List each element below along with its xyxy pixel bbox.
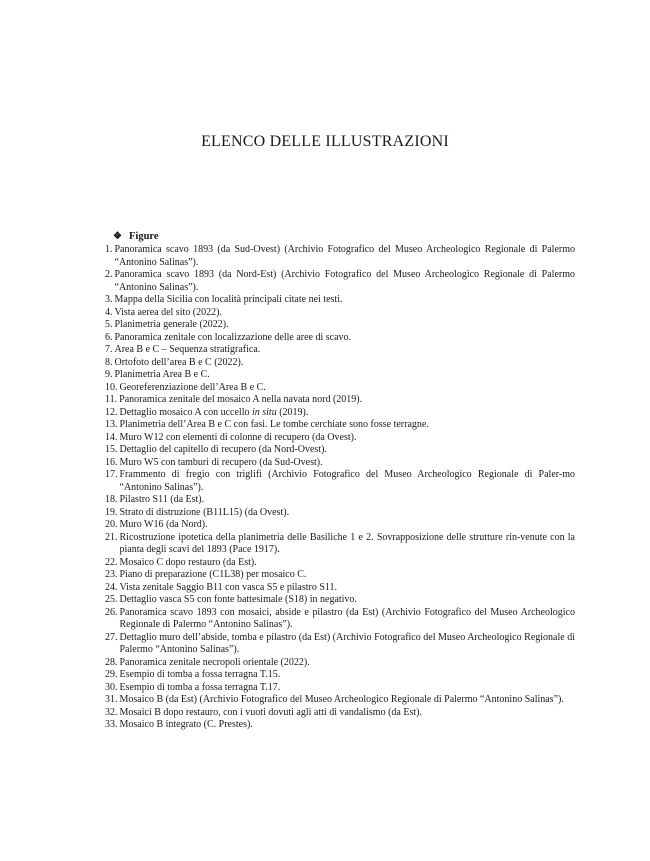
figure-number: 27. xyxy=(105,631,118,643)
list-item xyxy=(105,519,575,532)
figure-number: 19. xyxy=(105,506,118,518)
figure-caption: Mosaici B dopo restauro, con i vuoti dovuti agli atti di vandalismo (da Est). xyxy=(119,706,422,718)
figure-number: 21. xyxy=(105,531,118,543)
figure-number: 33. xyxy=(105,719,118,730)
list-item xyxy=(105,719,575,732)
list-item xyxy=(105,357,575,370)
list-item xyxy=(105,632,575,657)
section-header xyxy=(105,230,575,244)
figure-caption: Muro W5 con tamburi di recupero (da Sud-Ovest). xyxy=(119,456,323,468)
figure-caption: Panoramica zenitale del mosaico A nella navata nord (2019). xyxy=(119,394,363,405)
list-item xyxy=(105,369,575,382)
figure-number: 15. xyxy=(105,444,118,455)
figure-number: 17. xyxy=(105,469,118,480)
figure-number: 16. xyxy=(105,456,118,468)
list-item xyxy=(105,707,575,720)
figure-number: 20. xyxy=(105,519,118,530)
list-item xyxy=(105,532,575,557)
list-item xyxy=(105,569,575,582)
figure-caption: Muro W12 con elementi di colonne di recupero (da Ovest). xyxy=(119,431,357,443)
figure-number: 23. xyxy=(105,569,118,580)
figure-number: 8. xyxy=(105,356,113,368)
list-item xyxy=(105,294,575,307)
list-item xyxy=(105,694,575,707)
list-item xyxy=(105,682,575,695)
figure-caption: Pilastro S11 (da Est). xyxy=(119,494,205,505)
figure-caption: Muro W16 (da Nord). xyxy=(119,519,208,530)
list-item xyxy=(105,269,575,294)
figure-caption: Piano di preparazione (C1L38) per mosaico C. xyxy=(119,569,307,580)
figure-caption: Area B e C – Sequenza stratigrafica. xyxy=(114,344,261,355)
figure-number: 2. xyxy=(105,269,113,280)
list-item xyxy=(105,494,575,507)
figure-number: 1. xyxy=(105,244,113,255)
figure-caption: Dettaglio del capitello di recupero (da Nord-Ovest). xyxy=(119,444,327,455)
figure-number: 26. xyxy=(105,606,118,618)
figure-caption: Vista aerea del sito (2022). xyxy=(114,306,222,318)
list-item xyxy=(105,669,575,682)
figure-number: 22. xyxy=(105,556,118,568)
list-item xyxy=(105,319,575,332)
list-item xyxy=(105,607,575,632)
figure-caption: Panoramica scavo 1893 con mosaici, abside e pilastro (da Est) (Archivio Fotografico del Museo Archeologico Regionale di Palermo “Antonino Salinas”). xyxy=(119,606,575,630)
figure-number: 25. xyxy=(105,594,118,605)
figure-caption: Planimetria dell’Area B e C con fasi. Le tombe cerchiate sono fosse terragne. xyxy=(119,419,429,430)
figure-caption: Mosaico C dopo restauro (da Est). xyxy=(119,556,257,568)
list-item xyxy=(105,557,575,570)
figure-number: 24. xyxy=(105,581,118,593)
figure-caption: Esempio di tomba a fossa terragna T.15. xyxy=(119,669,281,680)
figure-caption: Mappa della Sicilia con località principali citate nei testi. xyxy=(114,294,343,305)
figure-number: 7. xyxy=(105,344,113,355)
figure-caption: Mosaico B integrato (C. Prestes). xyxy=(119,719,253,730)
figure-number: 28. xyxy=(105,656,118,668)
figure-caption: Dettaglio vasca S5 con fonte battesimale (S18) in negativo. xyxy=(119,594,357,605)
figure-caption: Dettaglio muro dell’abside, tomba e pilastro (da Est) (Archivio Fotografico del Museo Archeologico Regionale di Palermo “Antonino Salinas”). xyxy=(119,631,575,655)
figure-caption: Vista zenitale Saggio B11 con vasca S5 e pilastro S11. xyxy=(119,581,338,593)
figure-number: 5. xyxy=(105,319,113,330)
list-item xyxy=(105,432,575,445)
list-item xyxy=(105,457,575,470)
list-item xyxy=(105,419,575,432)
figure-list xyxy=(105,244,575,732)
figure-caption: Georeferenziazione dell’Area B e C. xyxy=(119,381,266,393)
list-item xyxy=(105,444,575,457)
list-item xyxy=(105,507,575,520)
figure-caption: Planimetria Area B e C. xyxy=(114,369,210,380)
figure-caption: Dettaglio mosaico A con uccello in situ (2019). xyxy=(119,406,309,418)
figure-number: 13. xyxy=(105,419,118,430)
list-item xyxy=(105,382,575,395)
list-item xyxy=(105,394,575,407)
figure-caption: Strato di distruzione (B11L15) (da Ovest). xyxy=(119,506,290,518)
list-item xyxy=(105,344,575,357)
figure-caption: Planimetria generale (2022). xyxy=(114,319,229,330)
list-item xyxy=(105,244,575,269)
figure-number: 29. xyxy=(105,669,118,680)
section-title: Figure xyxy=(129,231,159,242)
figure-caption: Ricostruzione ipotetica della planimetria delle Basiliche 1 e 2. Sovrapposizione delle strutture rin-venute con la pianta degli scavi del 1893 (Pace 1917). xyxy=(119,531,575,555)
figure-caption: Frammento di fregio con triglifi (Archivio Fotografico del Museo Archeologico Regionale di Paler-mo “Antonino Salinas”). xyxy=(119,469,575,493)
figure-caption: Ortofoto dell’area B e C (2022). xyxy=(114,356,244,368)
figure-number: 12. xyxy=(105,406,118,418)
figure-caption: Esempio di tomba a fossa terragna T.17. xyxy=(119,681,281,693)
diamond-bullet-icon: ❖ xyxy=(113,231,122,242)
list-item xyxy=(105,469,575,494)
list-item xyxy=(105,307,575,320)
list-item xyxy=(105,332,575,345)
list-item xyxy=(105,407,575,420)
figure-number: 32. xyxy=(105,706,118,718)
figure-number: 11. xyxy=(105,394,118,405)
figure-number: 6. xyxy=(105,331,113,343)
figure-caption: Panoramica zenitale con localizzazione delle aree di scavo. xyxy=(114,331,352,343)
figure-number: 30. xyxy=(105,681,118,693)
list-item xyxy=(105,582,575,595)
figure-number: 4. xyxy=(105,306,113,318)
figures-section xyxy=(105,230,575,732)
figure-number: 3. xyxy=(105,294,113,305)
figure-number: 10. xyxy=(105,381,118,393)
figure-caption: Mosaico B (da Est) (Archivio Fotografico del Museo Archeologico Regionale di Palermo “Antonino Salinas”). xyxy=(119,694,564,705)
list-item xyxy=(105,594,575,607)
figure-caption: Panoramica zenitale necropoli orientale (2022). xyxy=(119,656,310,668)
figure-number: 31. xyxy=(105,694,118,705)
figure-number: 18. xyxy=(105,494,118,505)
figure-caption: Panoramica scavo 1893 (da Sud-Ovest) (Archivio Fotografico del Museo Archeologico Regionale di Palermo “Antonino Salinas”). xyxy=(114,244,575,268)
figure-number: 9. xyxy=(105,369,113,380)
figure-caption: Panoramica scavo 1893 (da Nord-Est) (Archivio Fotografico del Museo Archeologico Regionale di Palermo “Antonino Salinas”). xyxy=(114,269,575,293)
list-item xyxy=(105,657,575,670)
page-title: ELENCO DELLE ILLUSTRAZIONI xyxy=(201,133,449,150)
figure-number: 14. xyxy=(105,431,118,443)
